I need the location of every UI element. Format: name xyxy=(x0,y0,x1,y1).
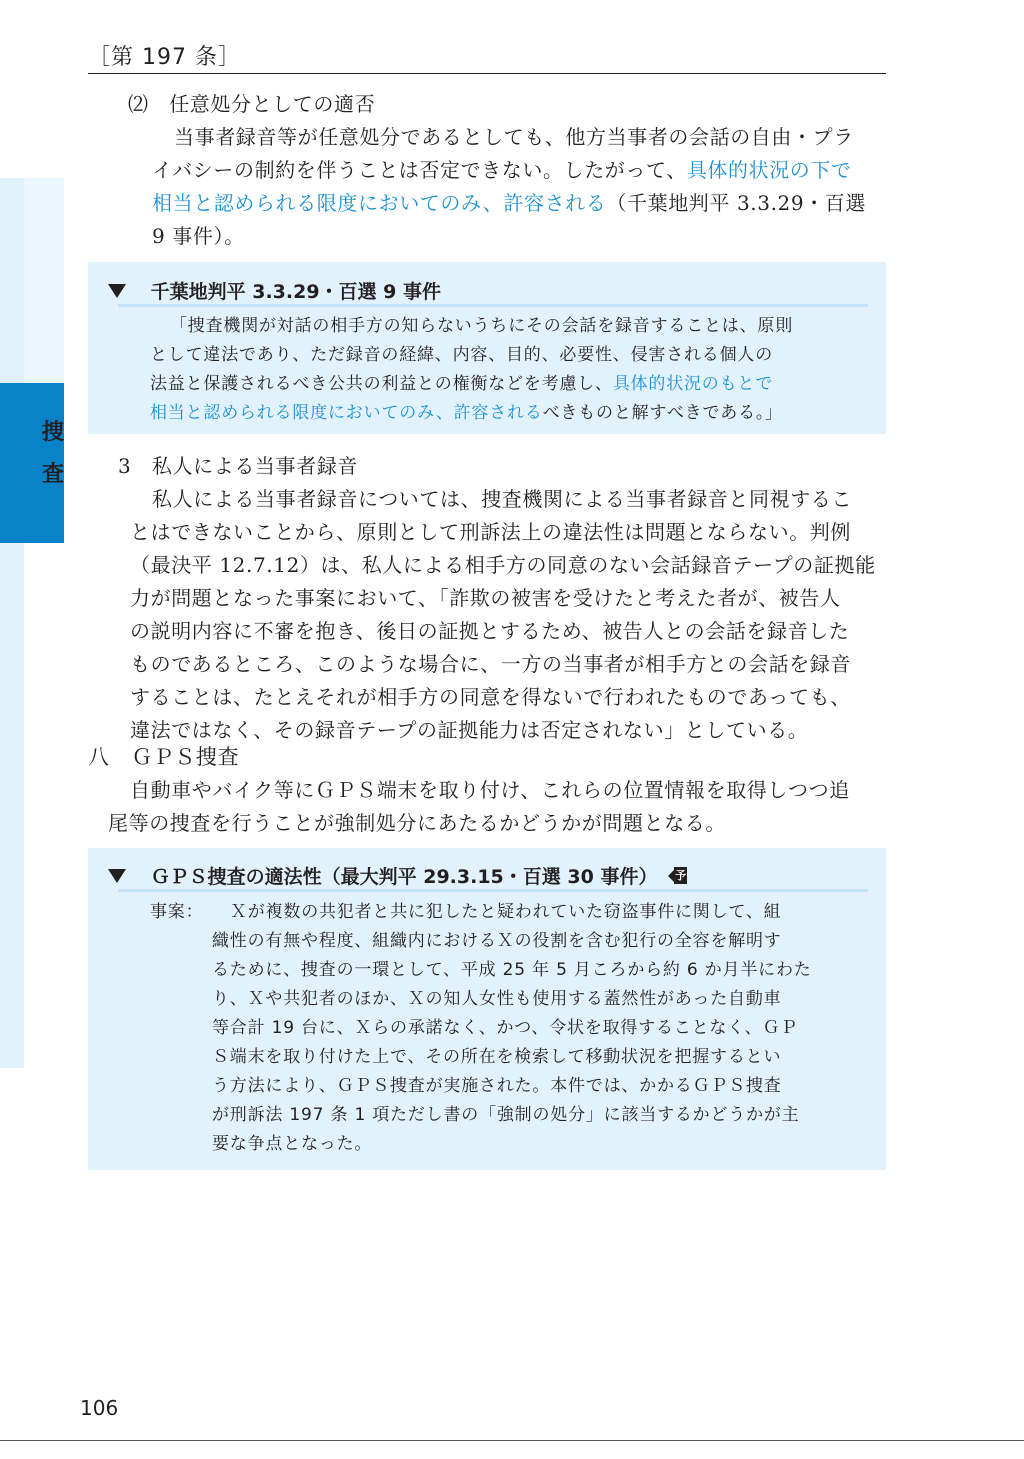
section-heading: 3 私人による当事者録音 xyxy=(118,454,358,478)
page-number: 106 xyxy=(80,1396,119,1420)
quote-line: 「捜査機関が対話の相手方の知らないうちにその会話を録音することは、原則 xyxy=(170,316,793,336)
highlighted-text: 相当と認められる限度においてのみ、許容される xyxy=(150,403,543,423)
side-tab-char: 査 xyxy=(41,462,64,487)
footer-rule xyxy=(0,1440,1024,1441)
highlighted-text: 具体的状況の下で xyxy=(686,158,852,182)
paragraph-line: の説明内容に不審を抱き、後日の証拠とするため、被告人との会話を録音した xyxy=(130,619,850,643)
paragraph-line: とはできないことから、原則として刑訴法上の違法性は問題とならない。判例 xyxy=(130,520,851,544)
highlighted-text: 具体的状況のもとで xyxy=(612,374,774,394)
section-heading: 八 ＧＰＳ捜査 xyxy=(88,745,240,769)
paragraph-line: 私人による当事者録音については、捜査機関による当事者録音と同視するこ xyxy=(152,487,852,511)
side-strip xyxy=(0,178,24,1068)
case-facts-line: Ｘが複数の共犯者と共に犯したと疑われていた窃盗事件に関して、組 xyxy=(230,902,782,922)
case-box-title xyxy=(108,862,686,889)
prediction-mark-icon: 予 xyxy=(668,867,686,885)
case-box-title xyxy=(108,277,441,304)
case-facts-line: 要な争点となった。 xyxy=(212,1134,373,1154)
highlighted-text: 相当と認められる限度においてのみ、許容される xyxy=(152,191,607,215)
paragraph-line: 当事者録音等が任意処分であるとしても、他方当事者の会話の自由・プラ xyxy=(174,125,854,149)
paragraph-line: 9 事件）。 xyxy=(152,224,245,248)
paragraph-line: 力が問題となった事案において、「詐欺の被害を受けたと考えた者が、被告人 xyxy=(130,586,841,610)
triangle-marker-icon xyxy=(108,869,126,883)
paragraph-line xyxy=(152,189,866,217)
section-heading: ⑵ 任意処分としての適否 xyxy=(128,92,376,116)
case-box-rule xyxy=(118,304,868,307)
paragraph-line: 尾等の捜査を行うことが強制処分にあたるかどうかが問題となる。 xyxy=(108,811,726,835)
chapter-side-tab-label xyxy=(40,412,66,496)
paragraph-line: 違法ではなく、その録音テープの証拠能力は否定されない」としている。 xyxy=(130,718,809,742)
header-rule xyxy=(88,73,886,74)
case-facts-line: う方法により、ＧＰＳ捜査が実施された。本件では、かかるＧＰＳ捜査 xyxy=(212,1076,782,1096)
paragraph-line: 自動車やバイク等にＧＰＳ端末を取り付け、これらの位置情報を取得しつつ追 xyxy=(130,778,850,802)
paragraph-text: イバシーの制約を伴うことは否定できない。したがって、 xyxy=(152,158,687,182)
case-facts-line: 等合計 19 台に、Ｘらの承諾なく、かつ、令状を取得することなく、ＧＰ xyxy=(212,1018,799,1038)
quote-line xyxy=(150,401,783,425)
quote-text: べきものと解すべきである。」 xyxy=(542,403,783,423)
quote-text: 法益と保護されるべき公共の利益との権衡などを考慮し、 xyxy=(150,374,613,394)
case-facts-line: るために、捜査の一環として、平成 25 年 5 月ころから約 6 か月半にわた xyxy=(212,960,812,980)
case-facts-line: が刑訴法 197 条 1 項ただし書の「強制の処分」に該当するかどうかが主 xyxy=(212,1105,800,1125)
quote-line: として違法であり、ただ録音の経緯、内容、目的、必要性、侵害される個人の xyxy=(150,345,773,365)
case-facts-line: 織性の有無や程度、組織内におけるＸの役割を含む犯行の全容を解明す xyxy=(212,931,782,951)
quote-line xyxy=(150,372,773,396)
paragraph-text: （千葉地判平 3.3.29・百選 xyxy=(606,191,866,215)
case-box-title-text: 千葉地判平 3.3.29・百選 9 事件 xyxy=(150,281,442,303)
case-facts-line: り、Ｘや共犯者のほか、Ｘの知人女性も使用する蓋然性があった自動車 xyxy=(212,989,782,1009)
case-box-title-text: ＧＰＳ捜査の適法性（最大判平 29.3.15・百選 30 事件） xyxy=(150,866,658,888)
paragraph-line xyxy=(152,156,852,184)
side-tab-char: 捜 xyxy=(41,420,64,445)
case-box-rule xyxy=(118,889,868,892)
paragraph-line: （最決平 12.7.12）は、私人による相手方の同意のない会話録音テープの証拠能 xyxy=(130,553,876,577)
paragraph-line: ものであるところ、このような場合に、一方の当事者が相手方との会話を録音 xyxy=(130,652,851,676)
triangle-marker-icon xyxy=(108,284,126,298)
paragraph-line: することは、たとえそれが相手方の同意を得ないで行われたものであっても、 xyxy=(130,685,851,709)
case-facts-label: 事案： xyxy=(150,902,204,922)
case-facts-line: Ｓ端末を取り付けた上で、その所在を検索して移動状況を把握するとい xyxy=(212,1047,782,1067)
article-header: ［第 197 条］ xyxy=(88,45,241,70)
